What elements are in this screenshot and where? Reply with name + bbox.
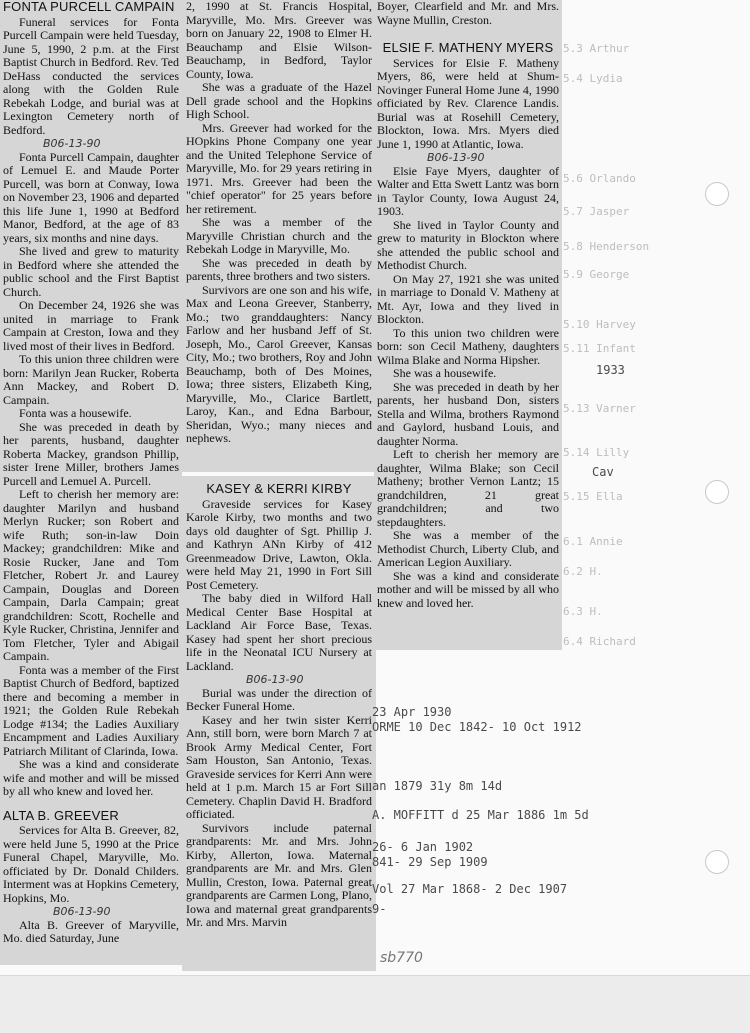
bleed-through-text: 5.11 Infant: [563, 342, 636, 355]
paragraph: Boyer, Clearfield and Mr. and Mrs. Wayne Mullin, Creston.: [377, 0, 559, 27]
handwritten-note: B06-13-90: [246, 673, 304, 686]
paragraph: To this union two children were born: son Cecil Matheny, daughters Wilma Blake and Norma Hipsher.: [377, 325, 559, 367]
obituary-heading: FONTA PURCELL CAMPAIN: [3, 0, 175, 14]
paragraph: She was preceded in death by her parents, her husband Don, sisters Stella and Wilma, brothers Raymond and Gaylord, husband Louis, and daughter Norma.: [377, 379, 559, 448]
paragraph: Graveside services for Kasey Karole Kirby, two months and two days old daughter of Sgt. Phillip J. and Kathryn ANn Kirby of 412 Greenmeadow Drive, Lawton, Okla. were held May 21, 1990 in Fort Sill Post Cemetery.: [186, 496, 372, 592]
bleed-through-text: 6.3 H.: [563, 605, 603, 618]
paragraph: To this union three children were born: Marilyn Jean Rucker, Roberta Ann Mackey, and Robert D. Campain.: [3, 352, 179, 407]
typed-record-line: Vol 27 Mar 1868- 2 Dec 1907: [372, 882, 568, 896]
clipping-kirby: [182, 476, 376, 971]
typed-record-line: A. MOFFITT d 25 Mar 1886 1m 5d: [372, 808, 589, 822]
obituary-heading: ELSIE F. MATHENY MYERS: [382, 40, 554, 55]
bleed-through-text: 5.8 Henderson: [563, 240, 650, 253]
bleed-through-text: 5.6 Orlando: [563, 172, 636, 185]
bleed-through-text: 5.15 Ella: [563, 490, 623, 503]
paragraph: She was a kind and considerate wife and mother and will be missed by all who knew and loved her.: [3, 757, 179, 798]
bleed-through-text: 5.7 Jasper: [563, 205, 630, 218]
paragraph: On December 24, 1926 she was united in marriage to Frank Campain at Creston, Iowa and they lived most of their lives in Bedford.: [3, 298, 179, 353]
bleed-through-text: 5.14 Lilly: [563, 446, 630, 459]
bleed-through-text: 5.3 Arthur: [563, 42, 630, 55]
paragraph: On May 27, 1921 she was united in marriage to Donald V. Matheny at Mt. Ayr, Iowa and they lived in Blockton.: [377, 271, 559, 326]
paragraph: She was preceded in death by parents, three brothers and two sisters.: [186, 255, 372, 283]
typed-record-line: 1933: [596, 363, 625, 377]
paragraph: Services for Elsie F. Matheny Myers, 86, were held at Shum-Novinger Funeral Home June 4, 1990 officiated by Rev. Clarence Landis. Burial was at Rosehill Cemetery, Blockton, Iowa. Mrs. Myers died June 1, 1990 at Atlantic, Iowa.: [377, 55, 559, 151]
typed-record-line: 841- 29 Sep 1909: [372, 855, 488, 869]
paragraph: She was preceded in death by her parents, husband, daughter Roberta Mackey, grandson Phillip, sister Irene Miller, brothers James Purcell and Lemuel A. Purcell.: [3, 419, 179, 488]
paragraph: Alta B. Greever of Maryville, Mo. died Saturday, June: [3, 917, 179, 945]
pencil-note: sb770: [380, 950, 423, 966]
paragraph: Services for Alta B. Greever, 82, were held June 5, 1990 at the Price Funeral Chapel, Maryville, Mo. officiated by Dr. Donald Childers. Interment was at Hopkins Cemetery, Hopkins, Mo.: [3, 823, 179, 905]
paragraph: Burial was under the direction of Becker Funeral Home.: [186, 685, 372, 713]
handwritten-note: B06-13-90: [53, 905, 111, 918]
paragraph: Kasey and her twin sister Kerri Ann, still born, were born March 7 at Brook Army Medical Center, Fort Sam Houston, San Antonio, Texas. Graveside services for Kerri Ann were held at 1 p.m. March 15 ar Fort Sill Cemetery. Chaplin David H. Bradford officiated.: [186, 712, 372, 821]
punch-hole: [705, 480, 729, 504]
paragraph: She was a graduate of the Hazel Dell grade school and the Hopkins High School.: [186, 80, 372, 121]
paragraph: She lived and grew to maturity in Bedford where she attended the public school and the First Baptist Church.: [3, 244, 179, 299]
paragraph: Left to cherish her memory are: daughter Marilyn and husband Merlyn Rucker; son Robert and wife Ruth; son-in-law Doin Mackey; grandchildren: Mike and Rosie Rucker, Jane and Tom Fletcher, Robert Jr. and Laurey Campain, Douglas and Doreen Campain, Darla Campain; great grandchildren: Scott, Rochelle and Kyle Rucker, Christina, Jennifer and Tom Fletcher, Tyler and Abigail Campain.: [3, 487, 179, 663]
handwritten-note: B06-13-90: [427, 151, 485, 164]
bleed-through-text: 6.1 Annie: [563, 535, 623, 548]
paragraph: She was a housewife.: [393, 366, 497, 380]
bleed-through-text: 5.13 Varner: [563, 402, 636, 415]
clipping-myers: [374, 0, 562, 650]
bleed-through-text: 5.9 George: [563, 268, 630, 281]
paragraph: Left to cherish her memory are daughter, Wilma Blake; son Cecil Matheny; brother Vernon Lantz; 15 grandchildren, 21 great grandchildren; and two stepdaughters.: [377, 447, 559, 529]
bleed-through-text: 6.2 H.: [563, 565, 603, 578]
handwritten-note: B06-13-90: [43, 137, 101, 150]
paragraph: Survivors include paternal grandparents: Mr. and Mrs. John Kirby, Allerton, Iowa. Maternal grandparents are Mr. and Mrs. Glen Mullin, Creston, Iowa. Paternal great grandparents are Carmen Long, Plano, Iowa and maternal great grandparents Mr. and Mrs. Marvin: [186, 820, 372, 929]
bleed-through-text: 6.4 Richard: [563, 635, 636, 648]
bleed-through-text: 5.4 Lydia: [563, 72, 623, 85]
paragraph: Fonta Purcell Campain, daughter of Lemuel E. and Maude Porter Purcell, was born at Conway, Iowa on November 23, 1906 and departed this life June 1, 1990 at Bedford Manor, Bedford, at the age of 83 years, six months and nine days.: [3, 149, 179, 245]
paragraph: The baby died in Wilford Hall Medical Center Base Hospital at Lackland Air Force Base, Texas. Kasey had spent her short precious life in the Neonatal ICU Nursery at Lackland.: [186, 591, 372, 673]
paragraph: Mrs. Greever had worked for the HOpkins Phone Company one year and the United Telephone Service of Maryville, Mo. for 29 years retiring in 1971. Mrs. Greever had been the "chief operator" for 25 years before her retirement.: [186, 120, 372, 216]
paragraph: She lived in Taylor County and grew to maturity in Blockton where she attended the public school and Methodist Church.: [377, 217, 559, 272]
typed-record-line: ORME 10 Dec 1842- 10 Oct 1912: [372, 720, 582, 734]
punch-hole: [705, 850, 729, 874]
paragraph: 2, 1990 at St. Francis Hospital, Maryville, Mo. Mrs. Greever was born on January 22, 1908 to Elmer H. Beauchamp and Elsie Wilson-Beauchamp, in Bedford, Taylor County, Iowa.: [186, 0, 372, 81]
typed-record-line: 26- 6 Jan 1902: [372, 840, 474, 854]
paragraph: She was a member of the Maryville Christian church and the Rebekah Lodge in Maryville, Mo.: [186, 215, 372, 256]
paragraph: Funeral services for Fonta Purcell Campain were held Tuesday, June 5, 1990, 2 p.m. at the First Baptist Church in Bedford. Rev. Ted DeHass conducted the services along with the Golden Rule Rebekah Lodge, and burial was at Lexington Cemetery north of Bedford.: [3, 14, 179, 137]
paragraph: She was a kind and considerate mother and will be missed by all who knew and loved her.: [377, 568, 559, 610]
punch-hole: [705, 182, 729, 206]
paragraph: Fonta was a member of the First Baptist Church of Bedford, baptized there and becoming a member in 1921; the Golden Rule Rebekah Lodge #134; the Ladies Auxiliary Encampment and Ladies Auxiliary Patriarch Militant of Clarinda, Iowa.: [3, 662, 179, 758]
typed-record-line: 23 Apr 1930: [372, 705, 452, 719]
clipping-campain: [0, 0, 182, 965]
clipping-greever-continued: [182, 0, 376, 472]
obituary-heading: ALTA B. GREEVER: [3, 807, 119, 823]
obituary-heading: KASEY & KERRI KIRBY: [206, 481, 352, 496]
typed-record-line: Cav: [592, 465, 614, 479]
paragraph: Fonta was a housewife.: [19, 406, 132, 420]
paragraph: Elsie Faye Myers, daughter of Walter and Etta Swett Lantz was born in Taylor County, Iowa August 24, 1903.: [377, 163, 559, 218]
bleed-through-text: 5.10 Harvey: [563, 318, 636, 331]
paragraph: Survivors are one son and his wife, Max and Leona Greever, Stanberry, Mo.; two granddaughters: Nancy Farlow and her husband Jeff of St. Joseph, Mo., Carol Greever, Kansas City, Mo.; two brothers, Roy and John Beauchamp, both of Des Moines, Iowa; three sisters, Elizabeth King, Maryville, Mo., Clarice Bartlett, Laroy, Kan., and Edna Barbour, Sheridan, Wyo.; many nieces and nephews.: [186, 282, 372, 445]
typed-record-line: 9-: [372, 902, 387, 916]
typed-record-line: an 1879 31y 8m 14d: [372, 779, 503, 793]
paragraph: She was a member of the Methodist Church, Liberty Club, and American Legion Auxiliary.: [377, 528, 559, 569]
